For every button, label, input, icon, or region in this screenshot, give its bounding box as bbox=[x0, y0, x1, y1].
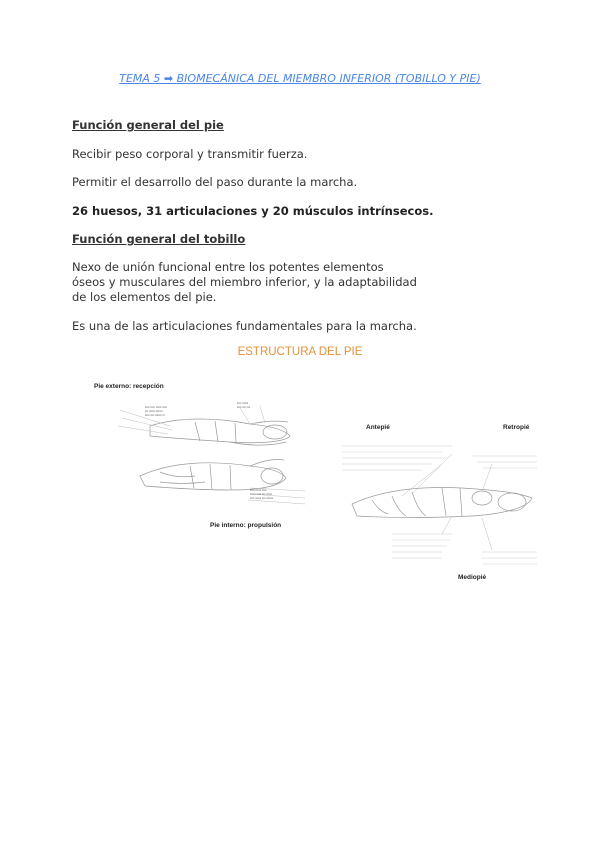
paragraph-huesos: 26 huesos, 31 articulaciones y 20 músculos intrínsecos. bbox=[72, 204, 434, 218]
paragraph-nexo-line2: óseos y musculares del miembro inferior, y la adaptabilidad bbox=[72, 275, 417, 289]
fig1-caption-bottom: Pie interno: propulsión bbox=[210, 522, 282, 529]
heading-funcion-tobillo: Función general del tobillo bbox=[72, 232, 246, 246]
paragraph-nexo-line3: de los elementos del pie. bbox=[72, 290, 217, 304]
fig1-annotation-top: ▪▪▪▪ ▪▪▪▪ ▪▪▪▪▪ ▪▪▪▪ ▪▪▪ ▪▪▪▪▪ ▪▪▪▪▪▪ ▪▪▪▪ ▪▪▪ ▪▪▪▪▪▪ ▪▪ bbox=[145, 405, 167, 417]
paragraph-peso: Recibir peso corporal y transmitir fuerza. bbox=[72, 147, 308, 161]
fig2-label-mediopie: Mediopié bbox=[458, 574, 487, 581]
foot-sketch-figure-right bbox=[332, 434, 546, 570]
heading-funcion-pie: Función general del pie bbox=[72, 118, 224, 132]
paragraph-paso: Permitir el desarrollo del paso durante la marcha. bbox=[72, 175, 358, 189]
paragraph-marcha: Es una de las articulaciones fundamentales para la marcha. bbox=[72, 319, 417, 333]
paragraph-nexo-line1: Nexo de unión funcional entre los potentes elementos bbox=[72, 260, 384, 274]
section-title-estructura: ESTRUCTURA DEL PIE bbox=[237, 346, 363, 358]
fig2-label-antepie: Antepié bbox=[366, 424, 390, 431]
fig1-annotation-bottom: ▪▪▪▪ ▪▪▪▪▪ ▪▪▪▪ ▪▪▪▪▪ ▪▪▪▪ ▪▪▪ ▪▪▪▪▪ ▪▪▪▪ ▪▪▪▪▪ ▪▪▪ ▪▪▪▪▪▪ bbox=[250, 488, 273, 500]
fig2-label-retropie: Retropié bbox=[503, 424, 530, 431]
fig1-annotation-right: ▪▪▪▪ ▪▪▪▪▪ ▪▪▪▪ ▪▪▪ ▪▪▪ bbox=[237, 401, 251, 409]
document-title: TEMA 5 ➡ BIOMECÁNICA DEL MIEMBRO INFERIOR (TOBILLO Y PIE) bbox=[119, 72, 481, 85]
foot-sketch-figure-left bbox=[100, 396, 322, 520]
fig1-caption-top: Pie externo: recepción bbox=[94, 383, 164, 390]
